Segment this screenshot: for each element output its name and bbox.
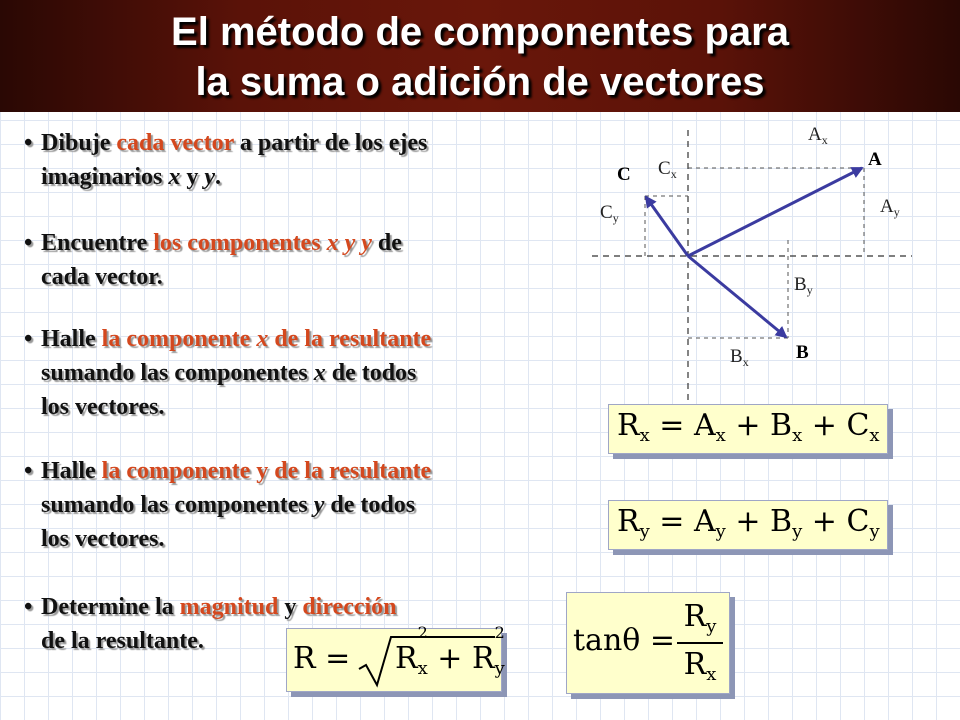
label-ax: $A_x$ bbox=[808, 124, 828, 147]
label-c: C bbox=[617, 164, 631, 185]
ry-equation: $R_y = A_y + B_y + C_y$ bbox=[608, 500, 888, 550]
vector-diagram bbox=[585, 115, 945, 405]
bullet-4: • Halle la componente y de la resultante sumando las componentes y de todos los vectores. bbox=[24, 454, 431, 556]
tan-denominator: $R_x$ bbox=[683, 647, 717, 685]
title-line-1: El método de componentes para bbox=[171, 10, 789, 54]
fraction-bar bbox=[677, 642, 723, 644]
bullet-2: • Encuentre los componentes x y y de cada vector. bbox=[24, 226, 402, 294]
bullet-1: • Dibuje cada vector a partir de los ejes imaginarios x y y. bbox=[24, 126, 427, 194]
label-bx: $B_x$ bbox=[730, 346, 749, 369]
title-line-2: la suma o adición de vectores bbox=[195, 60, 765, 104]
label-ay: $A_y$ bbox=[880, 196, 900, 219]
direction-equation bbox=[566, 592, 730, 694]
magnitude-lhs: R = bbox=[293, 641, 351, 676]
vector-a-arrow bbox=[688, 168, 862, 256]
rx-equation: $R_x = A_x + B_x + C_x$ bbox=[608, 404, 888, 454]
label-cy: $C_y$ bbox=[600, 202, 619, 225]
label-b: B bbox=[796, 342, 809, 363]
bullet-dot: • bbox=[24, 230, 33, 256]
magnitude-equation: R = $R_x$ 2 + $R_y$ 2 bbox=[286, 628, 502, 692]
bullet-5: • Determine la magnitud y dirección de la resultante. bbox=[24, 590, 397, 658]
vector-c-arrow bbox=[646, 197, 688, 256]
bullet-dot: • bbox=[24, 594, 33, 620]
bullet-3: • Halle la componente x de la resultante sumando las componentes x de todos los vectores. bbox=[24, 322, 431, 424]
bullet-dot: • bbox=[24, 326, 33, 352]
label-by: $B_y$ bbox=[794, 274, 813, 297]
tan-numerator: $R_y$ bbox=[683, 599, 717, 637]
bullet-dot: • bbox=[24, 458, 33, 484]
label-a: A bbox=[868, 149, 882, 170]
label-cx: $C_x$ bbox=[658, 158, 677, 181]
bullet-dot: • bbox=[24, 130, 33, 156]
vector-b-arrow bbox=[688, 256, 786, 337]
title-bar bbox=[0, 0, 960, 112]
tan-lhs: tanθ = bbox=[573, 623, 675, 658]
